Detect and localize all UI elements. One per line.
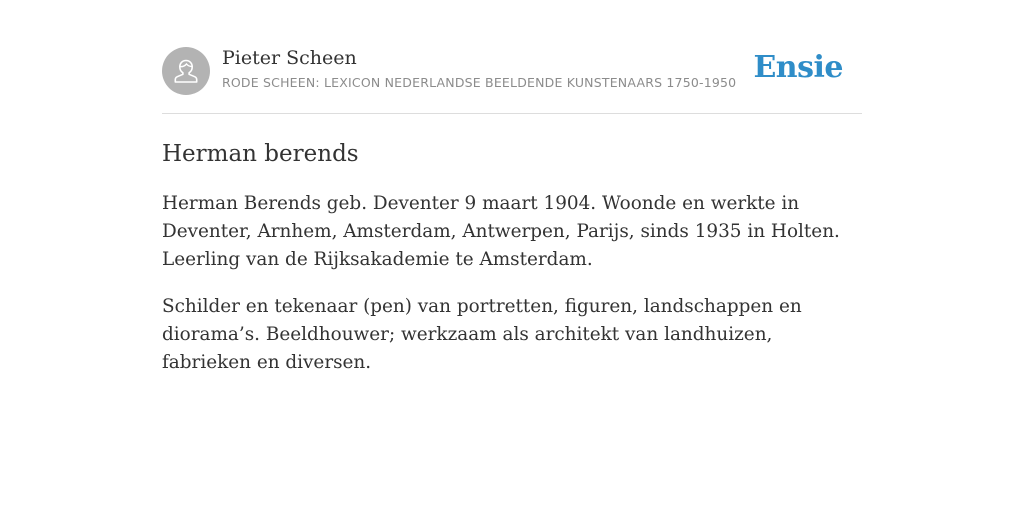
card-header: [162, 0, 862, 114]
article-paragraph: Schilder en tekenaar (pen) van portretten, figuren, landschappen en diorama’s. Beeldhouwer; werkzaam als architekt van landhuizen, fabrieken en diversen.: [162, 296, 802, 373]
definition-card: [162, 0, 862, 377]
author-block: [222, 44, 736, 93]
article-paragraph: Herman Berends geb. Deventer 9 maart 1904. Woonde en werkte in Deventer, Arnhem, Amsterdam, Antwerpen, Parijs, sinds 1935 in Holten. Leerling van de Rijksakademie te Amsterdam.: [162, 193, 840, 270]
source-label[interactable]: RODE SCHEEN: LEXICON NEDERLANDSE BEELDENDE KUNSTENAARS 1750-1950: [222, 75, 737, 90]
article-body: [162, 190, 862, 377]
brand-logo[interactable]: Ensie: [753, 50, 843, 85]
user-icon: [162, 47, 210, 95]
author-avatar[interactable]: [162, 47, 210, 95]
author-name[interactable]: Pieter Scheen: [222, 47, 357, 69]
article-title: Herman berends: [162, 141, 359, 167]
